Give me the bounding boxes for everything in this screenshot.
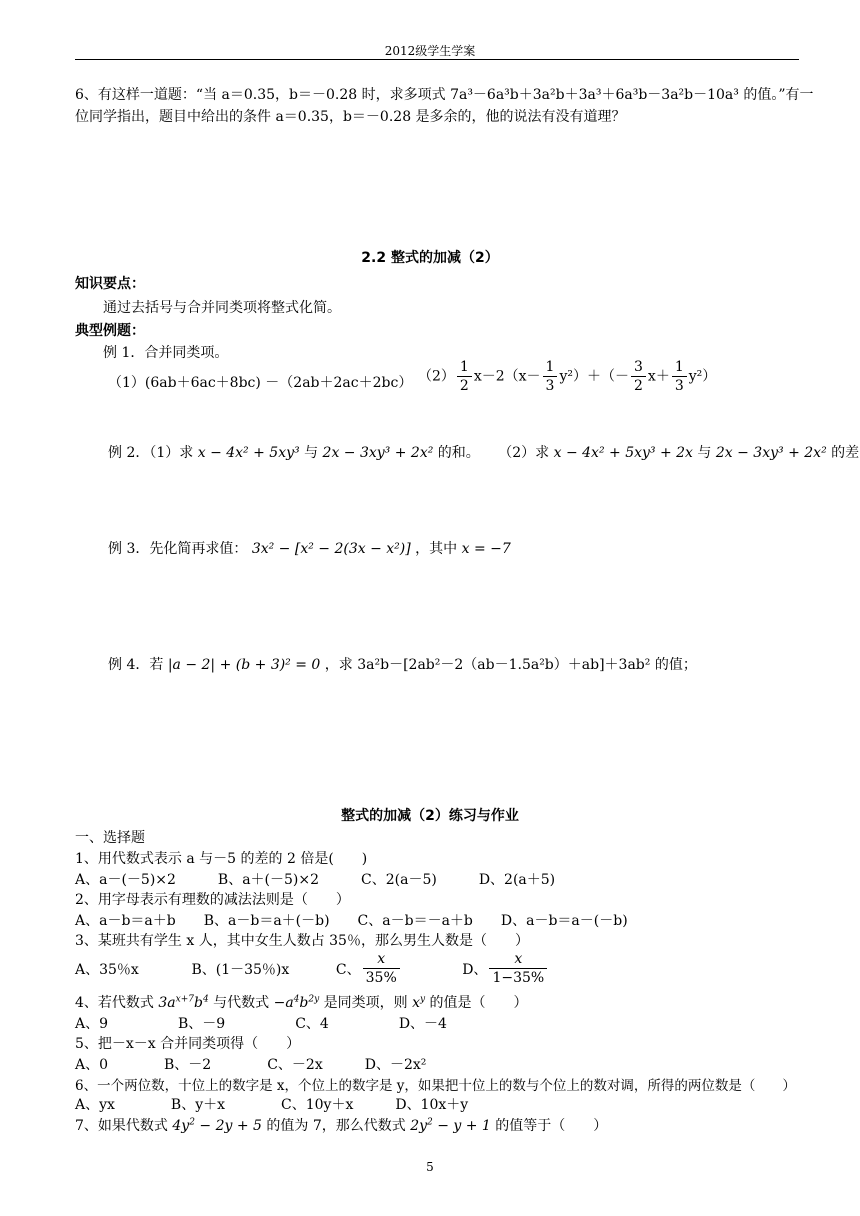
- example-2-expr4: 2x − 3xy³ + 2x²: [715, 445, 827, 461]
- practice-q7: [75, 1115, 607, 1135]
- practice-q3: 3、某班共有学生 x 人，其中女生人数占 35％，那么男生人数是（ ）: [75, 933, 529, 949]
- example-3-prefix: 例 3．先化简再求值：: [108, 541, 248, 557]
- example-2-with-2: 与: [697, 445, 712, 461]
- page-number: 5: [426, 1160, 434, 1174]
- q7-expr1: $4y^2 - 2y + 5$: [172, 1117, 262, 1134]
- example-2-expr3: x − 4x² + 5xy³ + 2x: [553, 445, 693, 461]
- practice-q3-options: [75, 950, 549, 987]
- fraction-three-halves: $\frac{3}{2}$: [631, 358, 646, 395]
- example-1-part2: （2） $\frac{1}{2}$ x－2（x－ $\frac{1}{3}$ y²）＋（－ $\frac{3}{2}$ x＋ $\frac{1}{3}$ y²）: [418, 359, 717, 394]
- q3-option-b: B、(1－35％)x: [191, 961, 290, 978]
- q4-prefix: 4、若代数式: [75, 995, 154, 1011]
- example-3-condition: x = −7: [461, 541, 511, 557]
- example-2-diff-text: 的差: [831, 445, 860, 461]
- q3-option-d-fraction: $\frac{x}{1-35\%}$: [489, 950, 547, 987]
- q4-expr1: $3a^{x+7}b^4$: [158, 994, 209, 1011]
- q3-option-c-fraction: $\frac{x}{35\%}$: [363, 950, 400, 987]
- practice-q5-options: A、0 B、－2 C、－2x D、－2x²: [75, 1057, 427, 1073]
- header-rule: [75, 59, 799, 60]
- key-points-text: 通过去括号与合并同类项将整式化简。: [103, 300, 341, 316]
- fraction-one-half: $\frac{1}{2}$: [457, 358, 472, 395]
- example-3: [108, 538, 511, 558]
- example-4-rest: ，求 3a²b－[2ab²－2（ab－1.5a²b）＋ab]＋3ab² 的值；: [324, 657, 697, 673]
- page-header: 2012级学生学案: [384, 44, 476, 58]
- example-1-title: 例 1．合并同类项。: [103, 345, 229, 361]
- q4-end: 的值是（ ）: [429, 995, 528, 1011]
- practice-q2-options: A、a－b＝a＋b B、a－b＝a＋(－b) C、a－b＝－a＋b D、a－b＝a－(－b): [75, 913, 628, 929]
- practice-q4: [75, 992, 528, 1012]
- q7-end: 的值等于（ ）: [495, 1118, 608, 1134]
- practice-q1: 1、用代数式表示 a 与－5 的差的 2 倍是( ): [75, 851, 368, 867]
- q4-expr3: $x^y$: [412, 994, 426, 1011]
- practice-q5: 5、把－x－x 合并同类项得（ ）: [75, 1036, 301, 1052]
- practice-q6-options: A、yx B、y＋x C、10y＋x D、10x＋y: [75, 1097, 469, 1113]
- section-title: 2.2 整式的加减（2）: [361, 250, 499, 266]
- practice-q6: 6、一个两位数，十位上的数字是 x，个位上的数字是 y，如果把十位上的数与个位上的数对调，所得的两位数是（ ）: [75, 1078, 796, 1094]
- q3-option-c-label: C、: [335, 961, 361, 978]
- example-2: [108, 442, 859, 462]
- example-2-prefix: 例 2．（1）求: [108, 445, 194, 461]
- practice-section-label: 一、选择题: [75, 830, 145, 846]
- q7-expr2: $2y^2 - y + 1$: [410, 1117, 491, 1134]
- example-1-part2-prefix: （2）: [418, 368, 455, 385]
- key-points-label: 知识要点：: [75, 276, 145, 292]
- prev-question-6-line1: 6、有这样一道题：“当 a＝0.35，b＝－0.28 时，求多项式 7a³－6a³b＋3a²b＋3a³＋6a³b－3a²b－10a³ 的值。”有一: [75, 87, 814, 103]
- prev-question-6-line2: 位同学指出，题目中给出的条件 a＝0.35，b＝－0.28 是多余的，他的说法有没有道理？: [75, 109, 626, 125]
- q4-mid: 与代数式: [213, 995, 270, 1011]
- example-4-condition: |a − 2| + (b + 3)² = 0: [167, 657, 321, 673]
- example-2-part2-prefix: （2）求: [498, 445, 550, 461]
- q7-prefix: 7、如果代数式: [75, 1118, 168, 1134]
- practice-q4-options: A、9 B、－9 C、4 D、－4: [75, 1016, 447, 1032]
- q3-option-a: A、35％x: [75, 961, 139, 978]
- q7-mid: 的值为 7，那么代数式: [266, 1118, 406, 1134]
- q4-rest: 是同类项，则: [323, 995, 408, 1011]
- fraction-one-third-b: $\frac{1}{3}$: [672, 358, 687, 395]
- practice-q2: 2、用字母表示有理数的减法法则是（ ）: [75, 892, 350, 908]
- example-4-prefix: 例 4．若: [108, 657, 164, 673]
- example-2-expr1: x − 4x² + 5xy³: [197, 445, 300, 461]
- example-4: [108, 654, 697, 674]
- example-2-sum-text: 的和。: [437, 445, 480, 461]
- example-3-where: ，其中: [415, 541, 458, 557]
- examples-label: 典型例题：: [75, 323, 145, 339]
- practice-title: 整式的加减（2）练习与作业: [341, 808, 519, 824]
- example-2-with: 与: [304, 445, 319, 461]
- example-3-expr: 3x² − [x² − 2(3x − x²)]: [251, 541, 411, 557]
- fraction-one-third: $\frac{1}{3}$: [543, 358, 558, 395]
- example-2-expr2: 2x − 3xy³ + 2x²: [322, 445, 434, 461]
- q4-expr2: $-a^4b^{2y}$: [273, 994, 320, 1011]
- practice-q1-options: A、a－(－5)×2 B、a＋(－5)×2 C、2(a－5) D、2(a＋5): [75, 872, 556, 888]
- q3-option-d-label: D、: [462, 961, 488, 978]
- example-1-part1: （1）(6ab＋6ac＋8bc) －（2ab＋2ac＋2bc）: [108, 375, 413, 391]
